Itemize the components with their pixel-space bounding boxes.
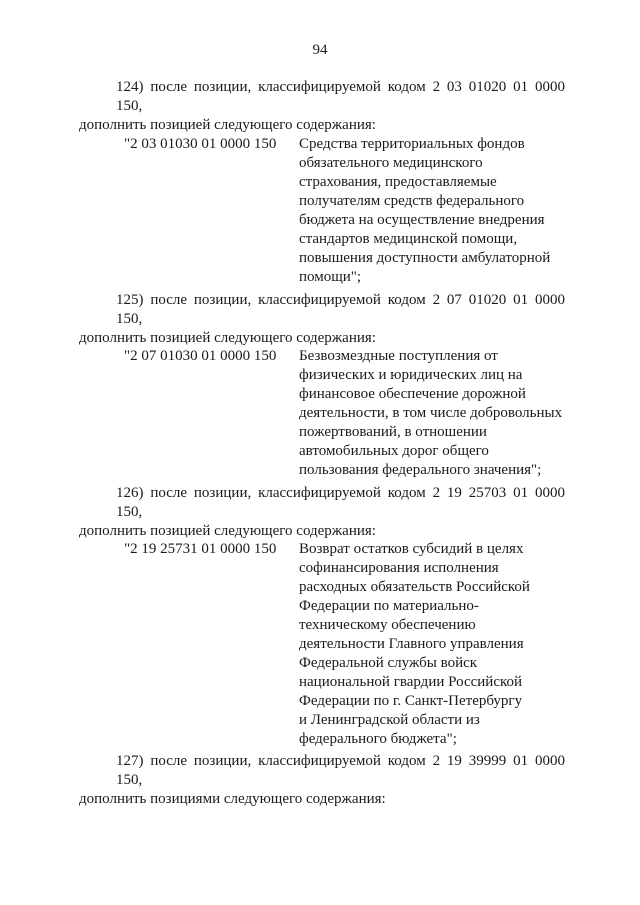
paragraph-line-2: дополнить позицией следующего содержания: — [79, 523, 376, 539]
paragraph-line-2: дополнить позициями следующего содержания: — [79, 791, 386, 807]
description-line: пользования федерального значения"; — [299, 462, 542, 478]
paragraph-line-2: дополнить позицией следующего содержания: — [79, 117, 376, 133]
description-line: и Ленинградской области из — [299, 712, 480, 728]
description-line: Безвозмездные поступления от — [299, 348, 498, 364]
paragraph-line-1: 127) после позиции, классифицируемой кодом 2 19 39999 01 0000 150, — [116, 753, 565, 788]
description-line: национальной гвардии Российской — [299, 674, 523, 690]
description-line: федерального бюджета"; — [299, 731, 457, 747]
code-description — [299, 135, 569, 287]
classification-code: "2 03 01030 01 0000 150 — [124, 136, 277, 152]
page-number: 94 — [312, 42, 328, 58]
description-line: повышения доступности амбулаторной — [299, 250, 551, 266]
description-line: получателям средств федерального — [299, 193, 525, 209]
description-line: финансовое обеспечение дорожной — [299, 386, 526, 402]
description-line: расходных обязательств Российской — [299, 579, 530, 595]
description-line: физических и юридических лиц на — [299, 367, 523, 383]
description-line: бюджета на осуществление внедрения — [299, 212, 545, 228]
description-line: помощи"; — [299, 269, 362, 285]
classification-code: "2 07 01030 01 0000 150 — [124, 348, 277, 364]
description-line: обязательного медицинского — [299, 155, 483, 171]
paragraph-line-2: дополнить позицией следующего содержания: — [79, 330, 376, 346]
description-line: стандартов медицинской помощи, — [299, 231, 518, 247]
amendment-paragraph-126 — [79, 484, 565, 541]
description-line: Федеральной службы войск — [299, 655, 478, 671]
description-line: пожертвований, в отношении — [299, 424, 487, 440]
paragraph-line-1: 124) после позиции, классифицируемой кодом 2 03 01020 01 0000 150, — [116, 79, 565, 114]
paragraph-line-1: 126) после позиции, классифицируемой кодом 2 19 25703 01 0000 150, — [116, 485, 565, 520]
description-line: Возврат остатков субсидий в целях — [299, 541, 524, 557]
description-line: автомобильных дорог общего — [299, 443, 489, 459]
description-line: Федерации по г. Санкт-Петербургу — [299, 693, 523, 709]
description-line: страхования, предоставляемые — [299, 174, 497, 190]
amendment-paragraph-127 — [79, 752, 565, 809]
description-line: техническому обеспечению — [299, 617, 476, 633]
classification-code: "2 19 25731 01 0000 150 — [124, 541, 277, 557]
amendment-paragraph-124 — [79, 78, 565, 135]
description-line: деятельности Главного управления — [299, 636, 524, 652]
amendment-paragraph-125 — [79, 291, 565, 348]
description-line: Средства территориальных фондов — [299, 136, 525, 152]
description-line: Федерации по материально- — [299, 598, 479, 614]
code-description — [299, 347, 569, 480]
paragraph-line-1: 125) после позиции, классифицируемой кодом 2 07 01020 01 0000 150, — [116, 292, 565, 327]
description-line: деятельности, в том числе добровольных — [299, 405, 563, 421]
description-line: софинансирования исполнения — [299, 560, 499, 576]
code-description — [299, 540, 569, 749]
